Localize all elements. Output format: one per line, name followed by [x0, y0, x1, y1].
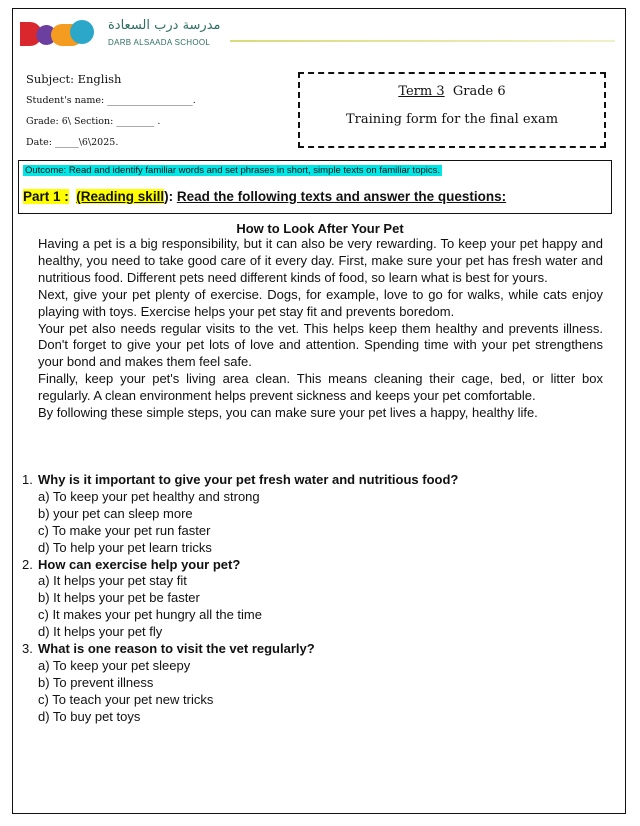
question-text: How can exercise help your pet?	[38, 556, 241, 572]
date-field: Date: _____\6\2025.	[26, 137, 119, 148]
question-text: What is one reason to visit the vet regularly?	[38, 641, 315, 657]
school-name-arabic: مدرسة درب السعادة	[108, 18, 221, 33]
answer-option[interactable]: d) It helps your pet fly	[38, 624, 163, 640]
passage-paragraph: Next, give your pet plenty of exercise. Dogs, for example, love to go for walks, while cats enjoy playing with toys. Exercise helps your pet stay fit and prevents boredom.	[38, 286, 603, 319]
header-divider	[230, 40, 615, 42]
outcome-box	[18, 160, 612, 214]
answer-option[interactable]: c) To teach your pet new tricks	[38, 691, 214, 707]
term-label: Term 3	[398, 84, 445, 99]
passage-paragraph: Finally, keep your pet's living area clean. This means cleaning their cage, bed, or litter box regularly. A clean environment helps prevent sickness and keeps your pet comfortable.	[38, 371, 603, 404]
grade-label: Grade 6	[452, 84, 506, 99]
part-heading	[23, 189, 506, 204]
term-grade-line	[300, 84, 604, 99]
passage-title: How to Look After Your Pet	[236, 221, 404, 236]
answer-option[interactable]: d) To help your pet learn tricks	[38, 539, 212, 555]
passage-paragraph: By following these simple steps, you can make sure your pet lives a happy, healthy life.	[38, 405, 538, 421]
answer-option[interactable]: c) It makes your pet hungry all the time	[38, 607, 262, 623]
subject-label: Subject: English	[26, 72, 122, 86]
outcome-text: Outcome: Read and identify familiar words and set phrases in short, simple texts on familiar topics.	[25, 165, 441, 176]
question-item	[22, 557, 602, 642]
reading-passage	[38, 236, 603, 422]
exam-title-box	[298, 72, 606, 148]
answer-option[interactable]: a) To keep your pet healthy and strong	[38, 488, 260, 504]
answer-option[interactable]: d) To buy pet toys	[38, 708, 141, 724]
question-number: 3.	[22, 641, 33, 657]
question-text: Why is it important to give your pet fresh water and nutritious food?	[38, 472, 459, 487]
answer-option[interactable]: c) To make your pet run faster	[38, 522, 211, 538]
answer-option[interactable]: b) your pet can sleep more	[38, 505, 193, 521]
school-logo	[18, 16, 108, 52]
question-item	[22, 641, 602, 726]
answer-option[interactable]: b) To prevent illness	[38, 674, 154, 690]
grade-section-field: Grade: 6\ Section: ________ .	[26, 116, 161, 127]
part-instruction: Read the following texts and answer the questions:	[176, 189, 507, 204]
school-name-english: DARB ALSAADA SCHOOL	[108, 38, 211, 47]
question-number: 1.	[22, 472, 33, 487]
student-name-field: Student's name: __________________.	[26, 95, 196, 106]
skill-label: (Reading skill	[76, 189, 165, 204]
answer-option[interactable]: a) To keep your pet sleepy	[38, 657, 191, 673]
passage-paragraph: Having a pet is a big responsibility, but it can also be very rewarding. To keep your pet happy and healthy, you need to take good care of it every day. First, make sure your pet has fresh water and nutritious food. Different pets need different kinds of food, so learn what is best for yours.	[38, 236, 603, 285]
part-label: Part 1 :	[23, 189, 69, 204]
question-item	[22, 472, 602, 557]
answer-option[interactable]: b) It helps your pet be faster	[38, 590, 200, 606]
answer-option[interactable]: a) It helps your pet stay fit	[38, 573, 187, 589]
form-title: Training form for the final exam	[345, 112, 559, 127]
passage-paragraph: Your pet also needs regular visits to the vet. This helps keep them healthy and prevents illness. Don't forget to give your pet lots of love and attention. Spending time with your pet strengthens your bond and makes them feel safe.	[38, 320, 603, 370]
question-list	[22, 472, 602, 726]
question-number: 2.	[22, 556, 33, 572]
skill-paren: ):	[164, 189, 174, 204]
